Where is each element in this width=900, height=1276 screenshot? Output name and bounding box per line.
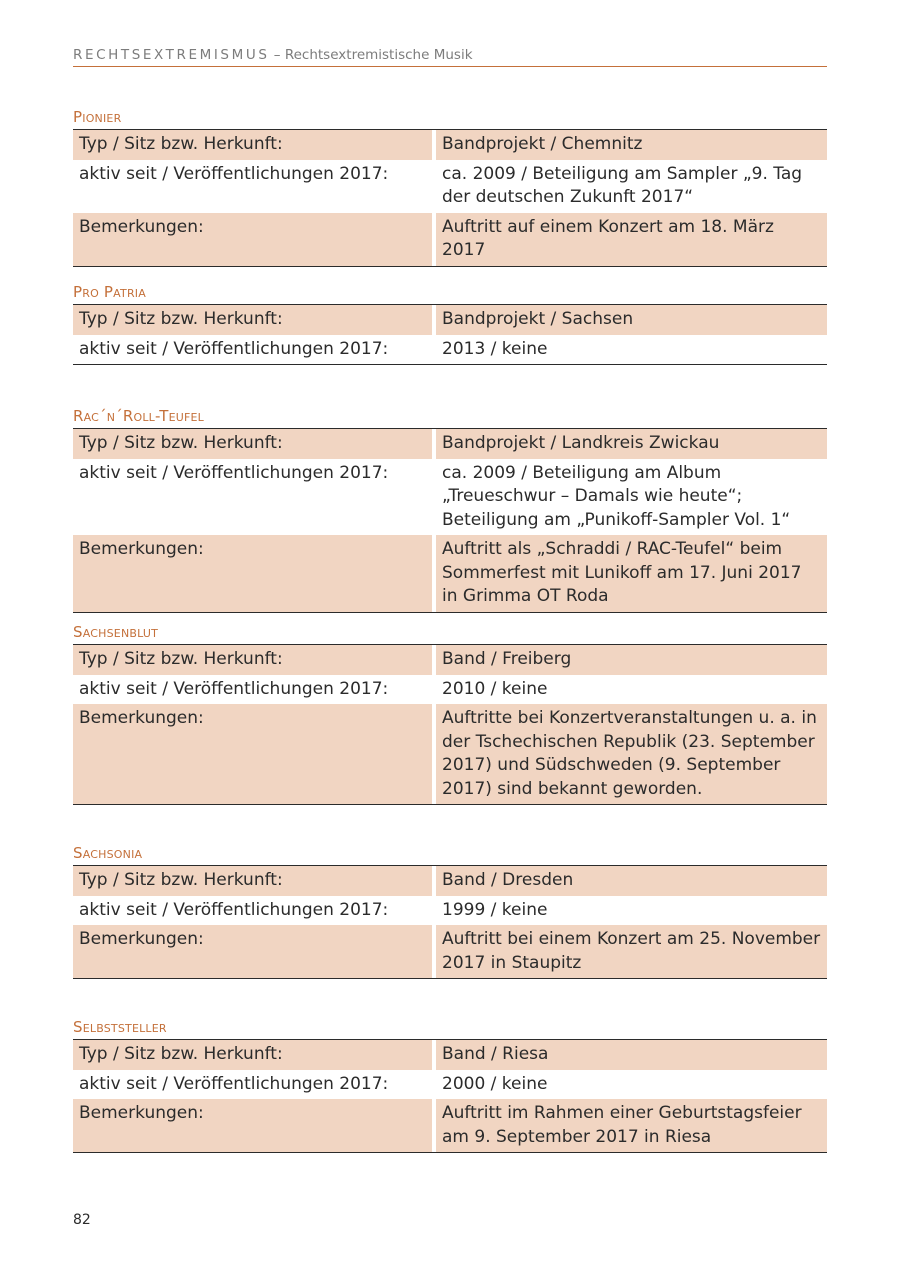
row-value: Auftritt als „Schraddi / RAC-Teufel“ beim Sommerfest mit Lunikoff am 17. Juni 2017 in Grimma OT Roda (436, 535, 827, 612)
row-label: Bemerkungen: (73, 925, 432, 978)
table-row (73, 896, 827, 926)
band-table (73, 1039, 827, 1153)
table-row (73, 704, 827, 804)
band-section-racnroll-teufel (73, 404, 827, 613)
row-label: Typ / Sitz bzw. Herkunft: (73, 866, 432, 896)
row-value: Bandprojekt / Sachsen (436, 305, 827, 335)
row-value: ca. 2009 / Beteiligung am Album „Treueschwur – Damals wie heute“; Beteiligung am „Punikoff-Sampler Vol. 1“ (442, 462, 791, 530)
row-label: aktiv seit / Veröffentlichungen 2017: (79, 899, 389, 920)
row-value: Band / Riesa (436, 1040, 827, 1070)
row-label: Typ / Sitz bzw. Herkunft: (73, 130, 432, 160)
header-subtitle: – Rechtsextremistische Musik (269, 47, 473, 63)
table-row (73, 213, 827, 266)
table-row (73, 335, 827, 365)
row-label: Bemerkungen: (73, 1099, 432, 1152)
band-title: Pionier (73, 108, 122, 126)
row-value: Auftritte bei Konzertveranstaltungen u. a. in der Tschechischen Republik (23. September 2017) und Südschweden (9. September 2017) sind bekannt geworden. (436, 704, 827, 804)
table-row (73, 925, 827, 978)
band-table (73, 304, 827, 365)
band-table (73, 644, 827, 805)
table-row (73, 160, 827, 213)
row-value: ca. 2009 / Beteiligung am Sampler „9. Tag der deutschen Zukunft 2017“ (442, 163, 803, 207)
table-row (73, 459, 827, 536)
table-row (73, 1040, 827, 1070)
table-row (73, 429, 827, 459)
page-number: 82 (73, 1212, 91, 1228)
table-row (73, 130, 827, 160)
row-label: Typ / Sitz bzw. Herkunft: (73, 305, 432, 335)
band-section-pionier (73, 105, 827, 267)
table-row (73, 645, 827, 675)
band-section-sachsonia (73, 841, 827, 979)
row-label: aktiv seit / Veröffentlichungen 2017: (79, 678, 389, 699)
row-label: aktiv seit / Veröffentlichungen 2017: (79, 338, 389, 359)
band-table (73, 129, 827, 267)
table-row (73, 535, 827, 612)
row-value: 2013 / keine (442, 338, 548, 359)
row-value: 1999 / keine (442, 899, 548, 920)
row-label: aktiv seit / Veröffentlichungen 2017: (79, 462, 389, 483)
table-row (73, 1099, 827, 1152)
band-table (73, 865, 827, 979)
page-header (73, 44, 827, 67)
band-title: Rac´n´Roll-Teufel (73, 407, 205, 425)
band-title: Pro Patria (73, 283, 146, 301)
row-label: aktiv seit / Veröffentlichungen 2017: (79, 1073, 389, 1094)
band-title: Selbststeller (73, 1018, 167, 1036)
row-label: Bemerkungen: (73, 704, 432, 804)
table-row (73, 305, 827, 335)
table-row (73, 1070, 827, 1100)
row-label: Bemerkungen: (73, 535, 432, 612)
row-value: Band / Dresden (436, 866, 827, 896)
band-section-sachsenblut (73, 620, 827, 805)
row-value: Bandprojekt / Chemnitz (436, 130, 827, 160)
band-section-selbststeller (73, 1015, 827, 1153)
table-row (73, 675, 827, 705)
band-title: Sachsenblut (73, 623, 159, 641)
row-label: aktiv seit / Veröffentlichungen 2017: (79, 163, 389, 184)
row-value: Band / Freiberg (436, 645, 827, 675)
band-table (73, 428, 827, 613)
row-value: Auftritt bei einem Konzert am 25. November 2017 in Staupitz (436, 925, 827, 978)
header-title: RECHTSEXTREMISMUS (73, 47, 270, 63)
row-value: 2000 / keine (442, 1073, 548, 1094)
row-value: Bandprojekt / Landkreis Zwickau (436, 429, 827, 459)
row-value: Auftritt im Rahmen einer Geburtstagsfeier am 9. September 2017 in Riesa (436, 1099, 827, 1152)
band-title: Sachsonia (73, 844, 143, 862)
row-value: Auftritt auf einem Konzert am 18. März 2017 (436, 213, 827, 266)
band-section-pro-patria (73, 280, 827, 365)
table-row (73, 866, 827, 896)
row-label: Typ / Sitz bzw. Herkunft: (73, 429, 432, 459)
row-label: Typ / Sitz bzw. Herkunft: (73, 645, 432, 675)
row-label: Bemerkungen: (73, 213, 432, 266)
row-value: 2010 / keine (442, 678, 548, 699)
row-label: Typ / Sitz bzw. Herkunft: (73, 1040, 432, 1070)
